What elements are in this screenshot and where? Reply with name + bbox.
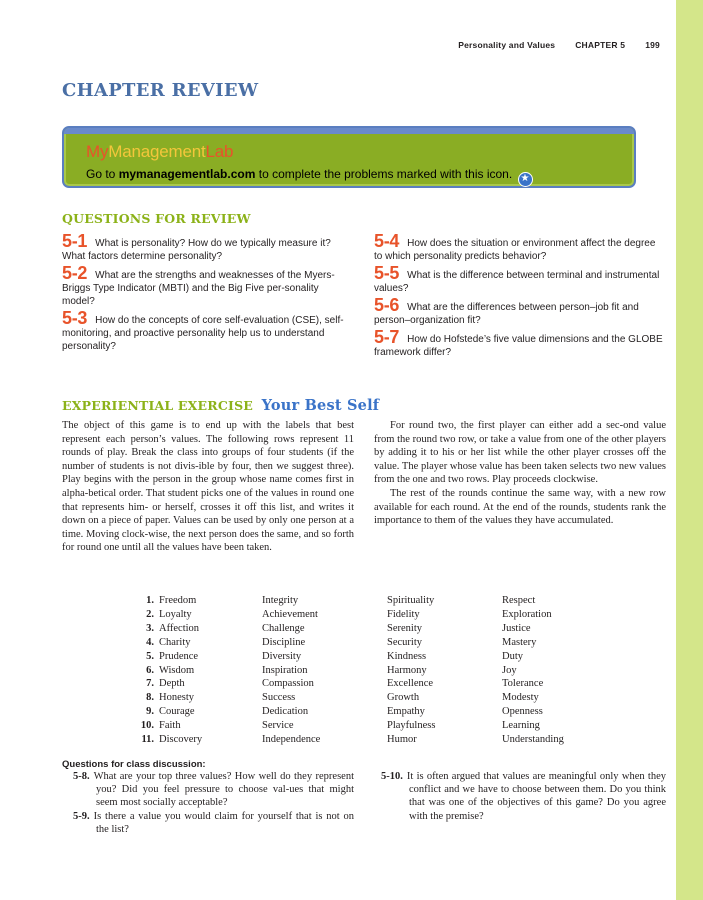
round-number: 8. bbox=[146, 692, 154, 704]
value-cell: Learning bbox=[502, 720, 540, 732]
value-cell: Honesty bbox=[159, 692, 194, 704]
questions-left-column bbox=[62, 231, 352, 357]
questions-right-column bbox=[374, 231, 664, 363]
values-row bbox=[130, 677, 602, 691]
round-number: 7. bbox=[146, 678, 154, 690]
discussion-right-column bbox=[374, 770, 666, 823]
value-cell: Affection bbox=[159, 622, 200, 634]
question-item: 5-2 What are the strengths and weaknesses of the Myers-Briggs Type Indicator (MBTI) and the Big Five per-sonality model? bbox=[62, 263, 335, 307]
discussion-question: 5-10. It is often argued that values are meaningful only when they conflict and we have to choose between them. Do you think that was one of the objectives of this game? Do you agree with the premise? bbox=[381, 771, 666, 822]
value-cell: Excellence bbox=[387, 678, 434, 690]
exercise-paragraph: For round two, the first player can either add a sec-ond value from the round two row, or take a value from one of the other players by adding it to his or her list while the other player crosses off the value. The player whose value has been taken selects two new values from the one and two rows. Play proceeds clockwise. bbox=[374, 420, 666, 486]
round-number: 6. bbox=[146, 664, 154, 676]
page-edge-strip bbox=[676, 0, 703, 900]
value-cell: Respect bbox=[502, 595, 536, 606]
running-head-section: Personality and Values bbox=[458, 40, 556, 50]
value-cell: Modesty bbox=[502, 692, 539, 704]
experiential-exercise-subheading: Your Best Self bbox=[261, 397, 380, 414]
value-cell: Understanding bbox=[502, 734, 564, 746]
value-cell: Tolerance bbox=[502, 678, 544, 690]
value-cell: Courage bbox=[159, 706, 195, 718]
value-cell: Mastery bbox=[502, 636, 537, 648]
page-number: 199 bbox=[645, 40, 660, 50]
value-cell: Service bbox=[262, 720, 294, 732]
values-row bbox=[130, 608, 602, 622]
exercise-right-column bbox=[374, 419, 666, 528]
value-cell: Humor bbox=[387, 734, 417, 746]
round-number: 2. bbox=[146, 608, 154, 620]
questions-review-heading: QUESTIONS FOR REVIEW bbox=[62, 211, 251, 226]
exercise-paragraph: The rest of the rounds continue the same way, with a new row available for each round. At the end of the rounds, students rank the importance to them of the values they have accumulated. bbox=[374, 487, 666, 527]
value-cell: Discovery bbox=[159, 734, 203, 746]
mml-link[interactable]: mymanagementlab.com bbox=[118, 167, 256, 181]
value-cell: Empathy bbox=[387, 706, 425, 718]
values-row bbox=[130, 691, 602, 705]
values-row bbox=[130, 664, 602, 678]
value-cell: Dedication bbox=[262, 706, 309, 718]
value-cell: Success bbox=[262, 692, 296, 704]
chapter-title: CHAPTER REVIEW bbox=[62, 80, 259, 101]
value-cell: Justice bbox=[502, 622, 531, 634]
value-cell: Openness bbox=[502, 706, 543, 718]
values-table bbox=[130, 594, 602, 747]
exercise-paragraph: The object of this game is to end up with the labels that best represent each person’s values. The following rows represent 11 rounds of play. Break the class into groups of four students (if the number of students is not divis-ible by four, then we suggest three). Play begins with the person in the group whose name comes first in alpha-betical order. That student picks one of the values in round one that represents him- or herself, crosses it off this list, and writes it down on a piece of paper. Values can be used by only one person at a time. Moving clock-wise, the next person does the same, and so forth for round one until all the values have been taken. bbox=[62, 420, 354, 554]
value-cell: Discipline bbox=[262, 636, 306, 648]
value-cell: Inspiration bbox=[262, 664, 308, 676]
round-number: 4. bbox=[146, 636, 154, 648]
value-cell: Growth bbox=[387, 692, 420, 704]
value-cell: Exploration bbox=[502, 608, 552, 620]
value-cell: Kindness bbox=[387, 650, 427, 662]
mymanagementlab-logo: MyManagementLab bbox=[86, 142, 234, 161]
running-head bbox=[438, 40, 660, 50]
round-number: 11. bbox=[141, 734, 154, 746]
value-cell: Serenity bbox=[387, 622, 422, 634]
values-row bbox=[130, 719, 602, 733]
question-item: 5-4 How does the situation or environment affect the degree to which personality predicts behavior? bbox=[374, 231, 656, 262]
value-cell: Compassion bbox=[262, 678, 314, 690]
exercise-left-column bbox=[62, 419, 354, 555]
question-item: 5-3 How do the concepts of core self-evaluation (CSE), self-monitoring, and proactive personality help us to understand personality? bbox=[62, 308, 344, 352]
value-cell: Prudence bbox=[159, 650, 199, 662]
values-row bbox=[130, 636, 602, 650]
value-cell: Spirituality bbox=[387, 595, 435, 606]
round-number: 9. bbox=[146, 706, 154, 718]
value-cell: Wisdom bbox=[159, 664, 195, 676]
discussion-heading: Questions for class discussion: bbox=[62, 759, 206, 770]
star-icon: ★ bbox=[518, 172, 533, 187]
discussion-question: 5-9. Is there a value you would claim for yourself that is not on the list? bbox=[73, 810, 354, 835]
value-cell: Achievement bbox=[262, 608, 318, 620]
question-item: 5-1 What is personality? How do we typically measure it? What factors determine personality? bbox=[62, 231, 331, 262]
round-number: 5. bbox=[146, 650, 154, 662]
value-cell: Faith bbox=[159, 720, 181, 732]
value-cell: Security bbox=[387, 636, 422, 648]
value-cell: Joy bbox=[502, 664, 517, 676]
mymanagementlab-banner bbox=[62, 126, 636, 188]
values-row bbox=[130, 594, 602, 608]
value-cell: Independence bbox=[262, 734, 321, 746]
values-row bbox=[130, 622, 602, 636]
value-cell: Challenge bbox=[262, 622, 305, 634]
question-item: 5-6 What are the differences between person–job fit and person–organization fit? bbox=[374, 295, 639, 326]
running-head-chapter: CHAPTER 5 bbox=[575, 40, 626, 50]
round-number: 10. bbox=[140, 720, 154, 732]
value-cell: Playfulness bbox=[387, 720, 436, 732]
value-cell: Harmony bbox=[387, 664, 427, 676]
discussion-left-column bbox=[62, 770, 354, 836]
experiential-exercise-heading: EXPERIENTIAL EXERCISE Your Best Self bbox=[62, 397, 380, 414]
value-cell: Duty bbox=[502, 650, 523, 662]
mml-instruction: Go to mymanagementlab.com to complete the problems marked with this icon. ★ bbox=[86, 167, 533, 187]
value-cell: Integrity bbox=[262, 595, 299, 606]
question-item: 5-7 How do Hofstede’s five value dimensions and the GLOBE framework differ? bbox=[374, 327, 663, 358]
value-cell: Loyalty bbox=[159, 608, 192, 620]
values-row bbox=[130, 650, 602, 664]
values-row bbox=[130, 705, 602, 719]
discussion-question: 5-8. What are your top three values? How well do they represent you? Did you feel pressure to choose val-ues that might seem most socially acceptable? bbox=[73, 771, 354, 809]
round-number: 3. bbox=[146, 622, 154, 634]
value-cell: Depth bbox=[159, 678, 185, 690]
value-cell: Freedom bbox=[159, 595, 197, 606]
question-item: 5-5 What is the difference between terminal and instrumental values? bbox=[374, 263, 660, 294]
value-cell: Fidelity bbox=[387, 608, 420, 620]
value-cell: Diversity bbox=[262, 650, 302, 662]
values-row bbox=[130, 733, 602, 747]
value-cell: Charity bbox=[159, 636, 191, 648]
round-number: 1. bbox=[146, 595, 154, 606]
